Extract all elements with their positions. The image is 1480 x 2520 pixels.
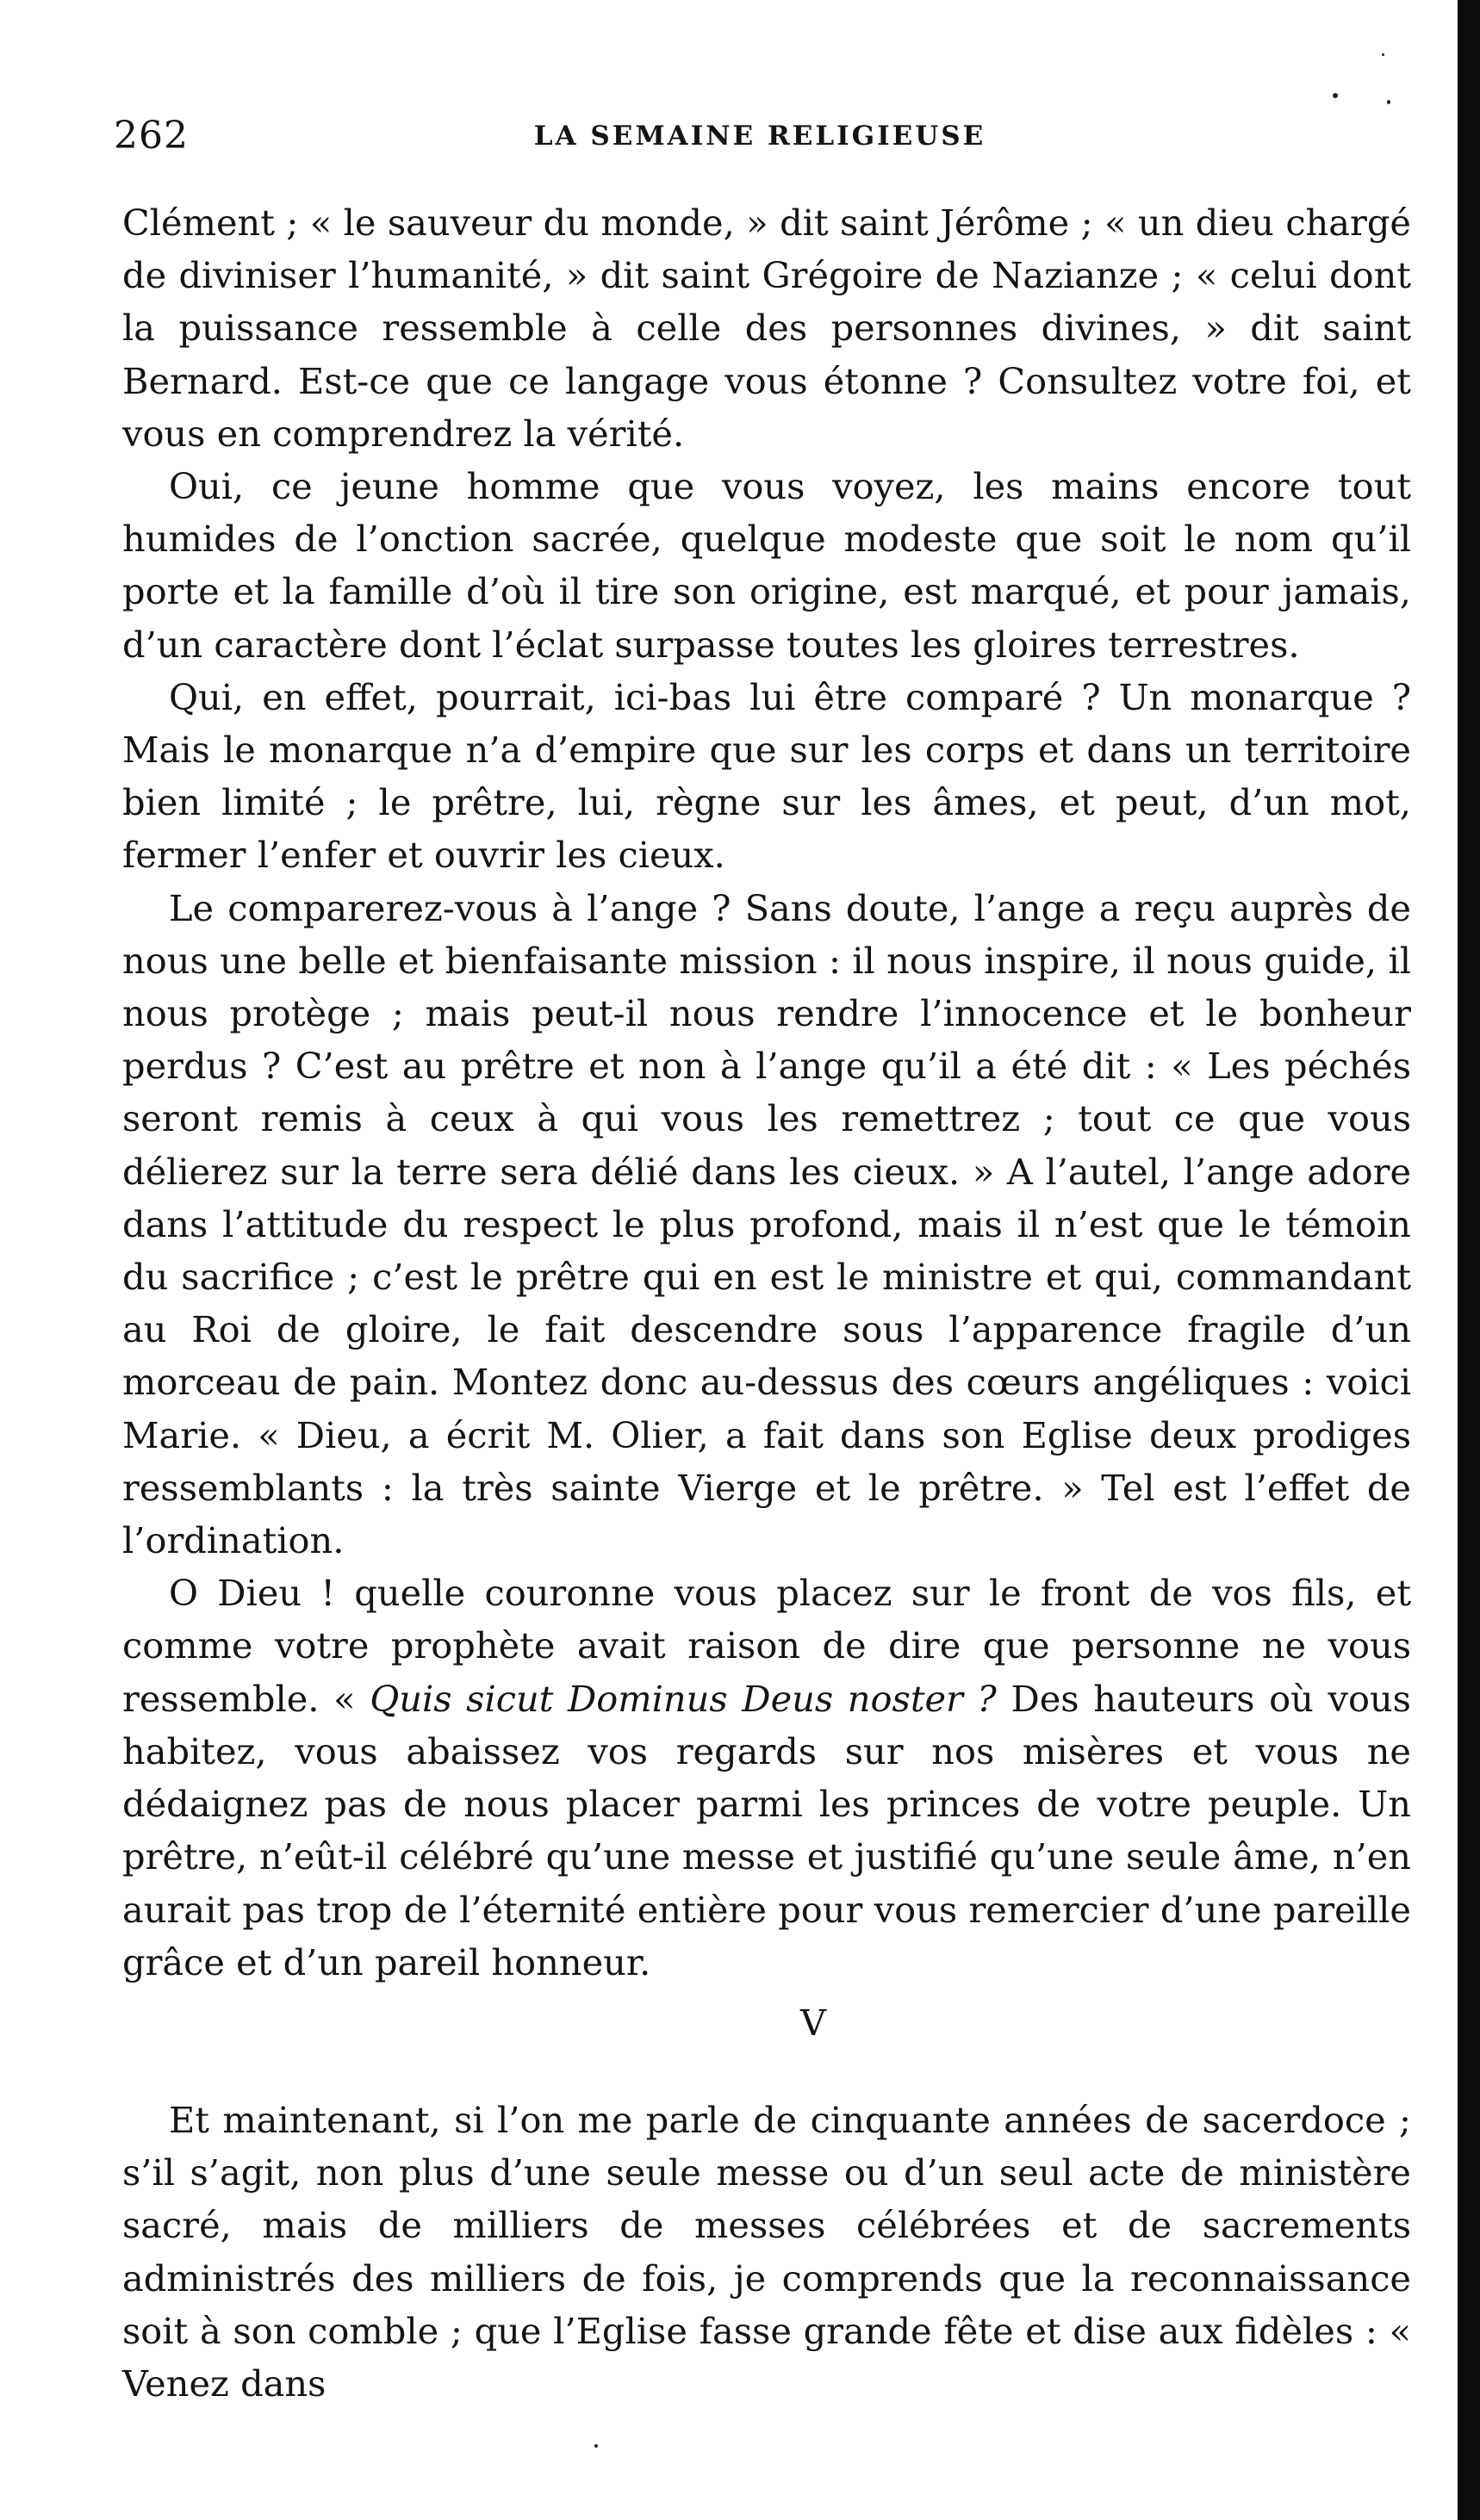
scan-speck	[1387, 100, 1390, 104]
text-run: Clément ; « le sauveur du monde, » dit saint Jérôme ; « un dieu chargé de diviniser l’humanité, » dit saint Grégoire de Nazianze ; « celui dont la puissance ressemble à celle des personnes divines, » dit saint Bernard. Est-ce que ce langage vous étonne ? Consultez votre foi, et vous en comprendrez la vérité.	[122, 202, 1411, 455]
paragraph	[122, 1567, 1411, 1989]
body-text	[122, 196, 1411, 2410]
paragraph	[122, 671, 1411, 882]
scan-speck	[1333, 93, 1338, 98]
scan-edge-shadow	[1458, 0, 1480, 2520]
paragraph-list	[122, 196, 1411, 1989]
running-title: LA SEMAINE RELIGIEUSE	[533, 121, 986, 152]
text-run: Le comparerez-vous à l’ange ? Sans doute, l’ange a reçu auprès de nous une belle et bienfaisante mission : il nous inspire, il nous guide, il nous protège ; mais peut-il nous rendre l’innocence et le bonheur perdus ? C’est au prêtre et non à l’ange qu’il a été dit : « Les péchés seront remis à ceux à qui vous les remettrez ; tout ce que vous délierez sur la terre sera délié dans les cieux. » A l’autel, l’ange adore dans l’attitude du respect le plus profond, mais il n’est que le témoin du sacrifice ; c’est le prêtre qui en est le ministre et qui, commandant au Roi de gloire, le fait descendre sous l’apparence fragile d’un morceau de pain. Montez donc au-dessus des cœurs angéliques : voici Marie. « Dieu, a écrit M. Olier, a fait dans son Eglise deux prodiges ressemblants : la très sainte Vierge et le prêtre. » Tel est l’effet de l’ordination.	[122, 886, 1411, 1562]
text-run: Des hauteurs où vous habitez, vous abaissez vos regards sur nos misères et vous ne dédaignez pas de nous placer parmi les princes de votre peuple. Un prêtre, n’eût-il célébré qu’une messe et justifié qu’une seule âme, n’en aurait pas trop de l’éternité entière pour vous remercier d’une pareille grâce et d’un pareil honneur.	[122, 1677, 1411, 1983]
scan-speck	[594, 2444, 598, 2448]
text-run: Oui, ce jeune homme que vous voyez, les mains encore tout humides de l’onction sacrée, quelque modeste que soit le nom qu’il porte et la famille d’où il tire son origine, est marqué, et pour jamais, d’un caractère dont l’éclat surpasse toutes les gloires terrestres.	[122, 465, 1411, 666]
section-numeral: V	[800, 2001, 826, 2044]
paragraph	[122, 882, 1411, 1567]
paragraph	[122, 460, 1411, 671]
latin-quotation: Quis sicut Dominus Deus noster ?	[370, 1677, 997, 1720]
paragraph	[122, 196, 1411, 460]
page-number: 262	[114, 114, 189, 158]
closing-paragraph	[122, 2094, 1411, 2410]
scan-speck	[1382, 53, 1384, 56]
text-run: O Dieu ! quelle couronne vous placez sur le front de vos fils, et comme votre prophète avait raison de dire que personne ne vous ressemble. «	[122, 1572, 1411, 1720]
closing-paragraph-container	[122, 2094, 1411, 2410]
text-run: Et maintenant, si l’on me parle de cinquante années de sacerdoce ; s’il s’agit, non plus d’une seule messe ou d’un seul acte de ministère sacré, mais de milliers de messes célébrées et de sacrements administrés des milliers de fois, je comprends que la reconnaissance soit à son comble ; que l’Eglise fasse grande fête et dise aux fidèles : « Venez dans	[122, 2098, 1411, 2405]
page-header	[114, 114, 1406, 165]
text-run: Qui, en effet, pourrait, ici-bas lui être comparé ? Un monarque ? Mais le monarque n’a d’empire que sur les corps et dans un territoire bien limité ; le prêtre, lui, règne sur les âmes, et peut, d’un mot, fermer l’enfer et ouvrir les cieux.	[122, 675, 1411, 877]
